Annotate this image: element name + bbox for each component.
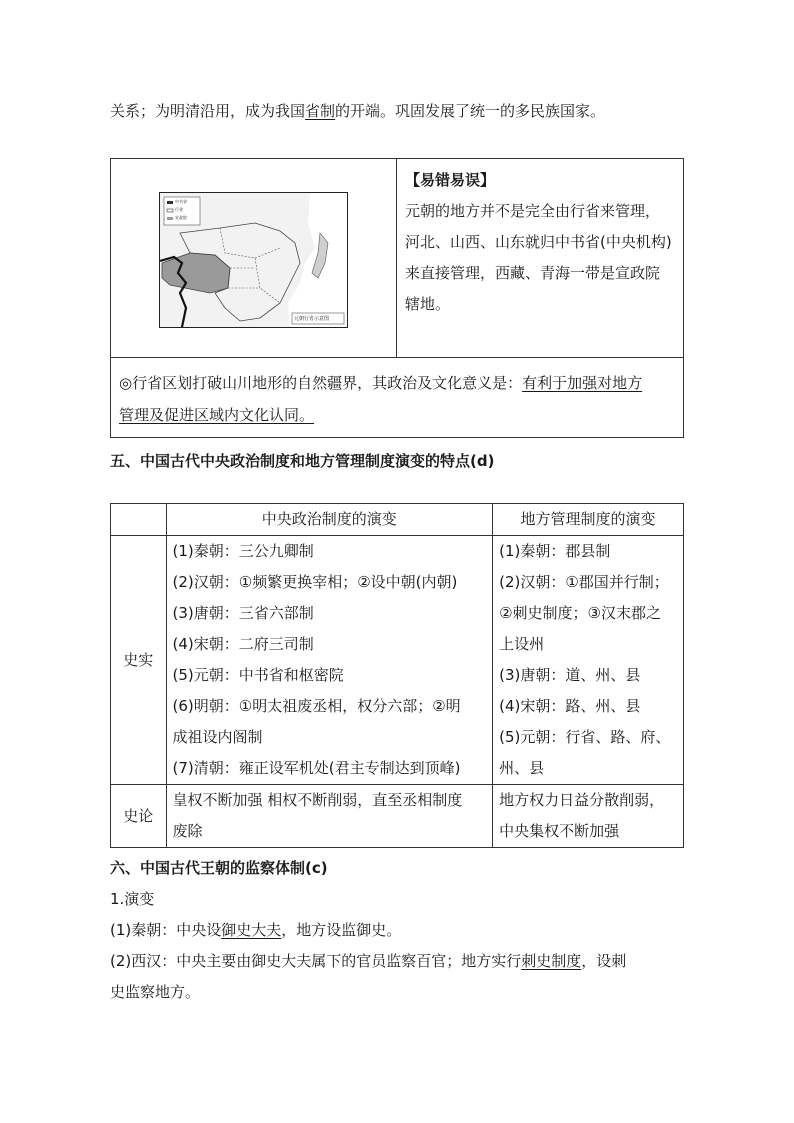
- cell-line: 中央集权不断加强: [499, 822, 620, 840]
- tip-line: 来直接管理，西藏、青海一带是宣政院: [405, 264, 661, 282]
- cell-line: (1)秦朝：三公九卿制: [172, 542, 314, 560]
- note-underlined: 管理及促进区域内文化认同。: [119, 406, 315, 424]
- row-label: 史实: [111, 536, 167, 785]
- paragraph-text: ，地方设监御史。: [281, 921, 402, 939]
- table-header-cell: [111, 504, 167, 536]
- tip-line: 河北、山西、山东就归中书省(中央机构): [405, 233, 672, 251]
- yuan-province-map: [159, 192, 348, 328]
- paragraph-line: [110, 919, 401, 940]
- legend-item: 行省: [175, 207, 183, 212]
- cell-line: 地方权力日益分散削弱，: [499, 791, 665, 809]
- underlined-term: 省制: [305, 102, 336, 120]
- paragraph-line: [110, 950, 626, 971]
- underlined-term: 御史大夫: [221, 921, 282, 939]
- table-header-row: [111, 504, 684, 536]
- underlined-term: 刺史制度: [521, 952, 582, 970]
- cell-line: (3)唐朝：三省六部制: [172, 604, 314, 622]
- paragraph-text: ，设刺: [581, 952, 627, 970]
- cell-line: 成祖设内阁制: [172, 728, 263, 746]
- cell-line: 州、县: [499, 759, 545, 777]
- cell-line: (2)汉朝：①郡国并行制；: [499, 573, 669, 591]
- local-conclusion-cell: [493, 785, 684, 848]
- intro-text: 关系；为明清沿用，成为我国: [110, 102, 306, 120]
- paragraph-text: (2)西汉：中央主要由御史大夫属下的官员监察百官；地方实行: [110, 952, 522, 970]
- note-underlined: 有利于加强对地方: [522, 374, 643, 392]
- intro-text-end: 的开端。巩固发展了统一的多民族国家。: [335, 102, 606, 120]
- legend-item: 宣政院: [175, 215, 187, 220]
- cell-line: (4)宋朝：路、州、县: [499, 697, 641, 715]
- cell-line: ②刺史制度；③汉末郡之: [499, 604, 661, 622]
- cell-line: (5)元朝：行省、路、府、: [499, 728, 671, 746]
- cell-line: (2)汉朝：①频繁更换宰相；②设中朝(内朝): [172, 573, 458, 591]
- tip-line: 元朝的地方并不是完全由行省来管理，: [405, 202, 661, 220]
- cell-line: (7)清朝：雍正设军机处(君主专制达到顶峰): [172, 759, 461, 777]
- map-legend: [175, 198, 187, 222]
- legend-item: 中书省: [175, 199, 187, 204]
- cell-line: (6)明朝：①明太祖废丞相，权分六部；②明: [172, 697, 461, 715]
- central-cell: [166, 536, 493, 785]
- row-label: 史论: [111, 785, 167, 848]
- local-cell: [493, 536, 684, 785]
- map-graphic: [160, 193, 347, 327]
- table-row: [111, 536, 684, 785]
- intro-line: [110, 100, 605, 121]
- table-header-cell: 地方管理制度的演变: [493, 504, 684, 536]
- map-caption: 元朝行省示意图: [294, 316, 330, 322]
- cell-line: (4)宋朝：二府三司制: [172, 635, 314, 653]
- table-row: [111, 785, 684, 848]
- cell-line: (5)元朝：中书省和枢密院: [172, 666, 344, 684]
- cell-line: 皇权不断加强 相权不断削弱，直至丞相制度: [172, 791, 463, 809]
- table-header-cell: 中央政治制度的演变: [166, 504, 493, 536]
- tip-line: 辖地。: [405, 295, 451, 313]
- divider: [111, 357, 683, 358]
- central-conclusion-cell: [166, 785, 493, 848]
- cell-line: 上设州: [499, 635, 545, 653]
- sub-heading: 1.演变: [110, 890, 155, 908]
- cell-line: (1)秦朝：郡县制: [499, 542, 611, 560]
- evolution-table: [110, 503, 684, 848]
- note-text: ◎行省区划打破山川地形的自然疆界，其政治及文化意义是：: [119, 374, 523, 392]
- section-title: 五、中国古代中央政治制度和地方管理制度演变的特点(d): [110, 452, 495, 470]
- paragraph-text: (1)秦朝：中央设: [110, 921, 222, 939]
- cell-line: 废除: [172, 822, 203, 840]
- note-block: [119, 367, 642, 431]
- divider: [396, 159, 397, 357]
- section-title: 六、中国古代王朝的监察体制(c): [110, 859, 328, 877]
- tip-panel: [405, 165, 672, 320]
- paragraph-line: 史监察地方。: [110, 983, 201, 1001]
- map-tip-box: [110, 158, 684, 438]
- tip-title: 【易错易误】: [405, 171, 496, 189]
- cell-line: (3)唐朝：道、州、县: [499, 666, 641, 684]
